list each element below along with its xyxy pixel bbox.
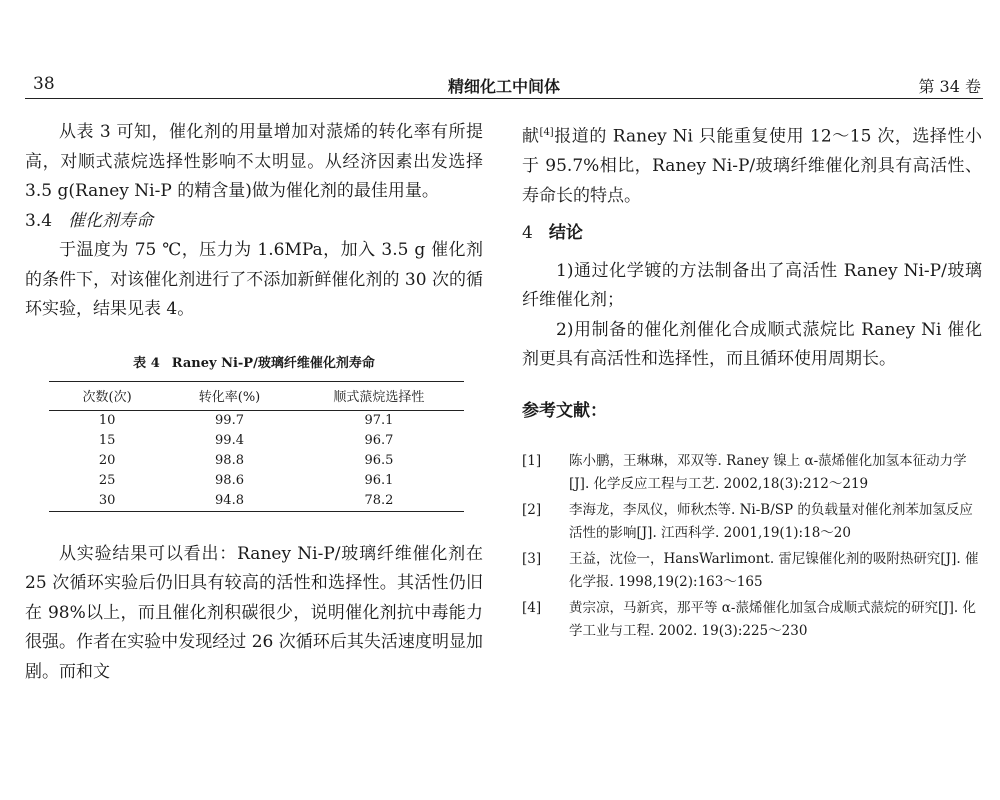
- table-cell: 97.1: [364, 412, 394, 428]
- data-table: [49, 381, 464, 512]
- paragraph: 从表 3 可知，催化剂的用量增加对蒎烯的转化率有所提高，对顺式蒎烷选择性影响不太明显。从经济因素出发选择 3.5 g(Raney Ni-P 的精含量)做为催化剂的最佳用量。: [25, 122, 483, 201]
- table-cell: 96.5: [364, 452, 394, 468]
- table-row: [49, 471, 464, 491]
- section-number: 4: [522, 223, 533, 244]
- section-title: 催化剂寿命: [68, 210, 154, 231]
- table-cell: 98.6: [215, 472, 244, 488]
- reference-number: [4]: [522, 600, 542, 617]
- table-row: [49, 410, 464, 431]
- reference-text: 陈小鹏，王琳琳，邓双等. Raney 镍上 α-蒎烯催化加氢本征动力学[J]. 化学反应工程与工艺. 2002,18(3):212～219: [569, 453, 967, 493]
- table-cell: 96.1: [364, 472, 394, 488]
- reference-text: 李海龙，李凤仪，师秋杰等. Ni-B/SP 的负载量对催化剂苯加氢反应活性的影响[J]. 江西科学. 2001,19(1):18～20: [569, 502, 973, 542]
- reference-item: [522, 597, 982, 643]
- column-header: 次数(次): [49, 381, 165, 410]
- reference-item: [522, 499, 982, 545]
- paragraph: 从实验结果可以看出：Raney Ni-P/玻璃纤维催化剂在 25 次循环实验后仍旧具有较高的活性和选择性。其活性仍旧在 98%以上，而且催化剂积碳很少，说明催化剂抗中毒能力很强。作者在实验中发现经过 26 次循环后其失活速度明显加剧。而和文: [25, 543, 483, 682]
- conclusion-item: 2)用制备的催化剂催化合成顺式蒎烷比 Raney Ni 催化剂更具有高活性和选择性，而且循环使用周期长。: [522, 319, 982, 370]
- paragraph: 于温度为 75 ℃，压力为 1.6MPa，加入 3.5 g 催化剂的条件下，对该催化剂进行了不添加新鲜催化剂的 30 次的循环实验，结果见表 4。: [25, 240, 483, 319]
- volume-label: 第 34 卷: [918, 77, 981, 96]
- spacer: [522, 211, 982, 219]
- table-cell: 94.8: [165, 491, 294, 512]
- reference-list: [522, 450, 982, 643]
- column-header: 顺式蒎烷选择性: [294, 381, 464, 410]
- table-cell: 15: [98, 432, 116, 448]
- table-cell: 98.8: [215, 452, 244, 468]
- table-cell: 20: [98, 452, 116, 468]
- table-row: [49, 491, 464, 512]
- reference-text: 王益，沈俭一，HansWarlimont. 雷尼镍催化剂的吸附热研究[J]. 催化学报. 1998,19(2):163～165: [569, 551, 979, 591]
- table-cell: 99.7: [215, 412, 244, 428]
- page-number: 38: [33, 74, 55, 94]
- page-header: [25, 70, 983, 99]
- table-cell: 99.4: [215, 432, 244, 448]
- table-cell: 78.2: [294, 491, 464, 512]
- table-row: [49, 431, 464, 451]
- section-number: 3.4: [25, 210, 53, 231]
- section-heading: [25, 207, 483, 237]
- spacer: [522, 249, 982, 257]
- table-cell: 30: [49, 491, 165, 512]
- paragraph-text: 献: [522, 126, 540, 147]
- table-cell: 25: [98, 472, 116, 488]
- column-header: 转化率(%): [165, 381, 294, 410]
- left-column: [25, 118, 483, 687]
- conclusion-item: 1)通过化学镀的方法制备出了高活性 Raney Ni-P/玻璃纤维催化剂；: [522, 260, 982, 311]
- table-title: Raney Ni-P/玻璃纤维催化剂寿命: [171, 355, 375, 371]
- table-label: 表 4: [133, 355, 160, 371]
- journal-title: 精细化工中间体: [447, 77, 560, 96]
- table-cell: 10: [98, 412, 116, 428]
- reference-item: [522, 450, 982, 496]
- section-heading: [522, 219, 982, 249]
- citation-marker: [4]: [539, 127, 554, 138]
- reference-item: [522, 548, 982, 594]
- table-header-row: [49, 381, 464, 410]
- paragraph: [522, 118, 982, 211]
- table-caption: [25, 352, 483, 371]
- reference-text: 黄宗凉，马新宾，那平等 α-蒎烯催化加氢合成顺式蒎烷的研究[J]. 化学工业与工程. 2002. 19(3):225～230: [569, 600, 976, 640]
- reference-number: [2]: [522, 502, 542, 519]
- table-row: [49, 451, 464, 471]
- table-cell: 96.7: [364, 432, 394, 448]
- paragraph-text: 报道的 Raney Ni 只能重复使用 12～15 次，选择性小于 95.7%相比，Raney Ni-P/玻璃纤维催化剂具有高活性、寿命长的特点。: [522, 126, 982, 206]
- references-heading: 参考文献：: [522, 400, 607, 421]
- section-title: 结论: [548, 223, 583, 244]
- reference-number: [1]: [522, 453, 542, 470]
- reference-number: [3]: [522, 551, 542, 568]
- right-column: [522, 118, 982, 643]
